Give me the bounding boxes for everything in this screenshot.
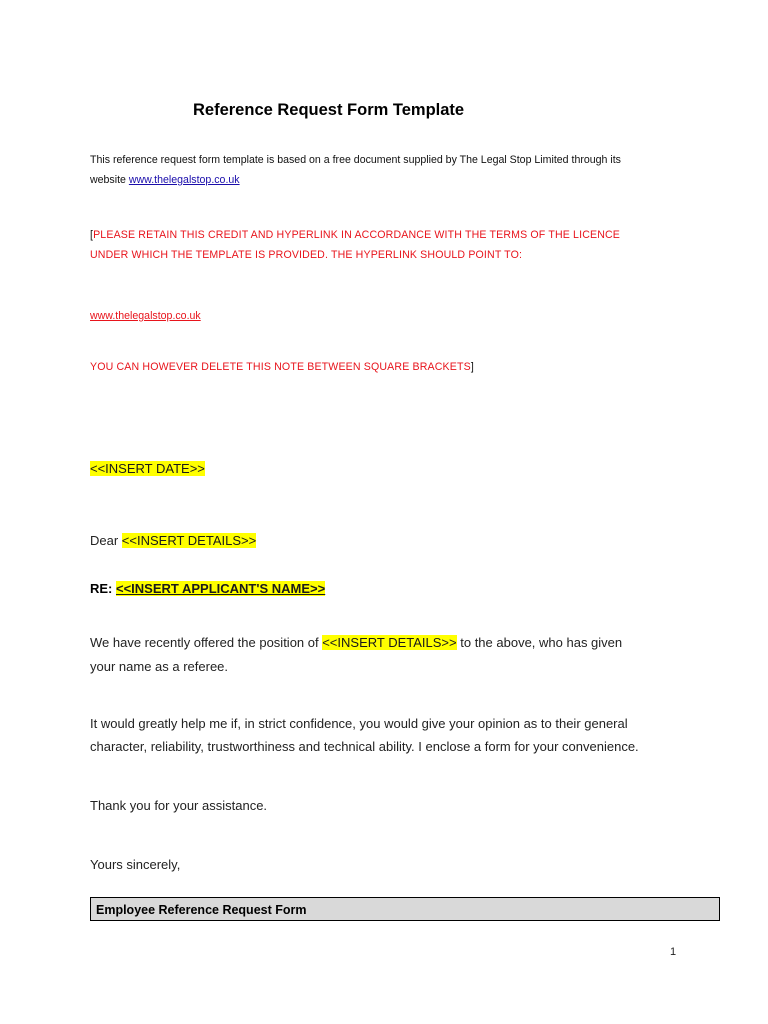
notice-bracket-close: ]: [470, 361, 474, 373]
notice-link-row: [90, 306, 201, 324]
salutation: [90, 533, 256, 548]
notice-website-link[interactable]: www.thelegalstop.co.uk: [90, 310, 201, 322]
paragraph-2-line-1: It would greatly help me if, in strict confidence, you would give your opinion as to their general: [90, 716, 628, 731]
page-number: 1: [670, 946, 677, 958]
notice-delete-line: [90, 361, 474, 373]
notice-line-2: UNDER WHICH THE TEMPLATE IS PROVIDED. THE HYPERLINK SHOULD POINT TO:: [90, 249, 523, 261]
salutation-dear: Dear: [90, 533, 122, 548]
intro-line-1: This reference request form template is based on a free document supplied by The Legal Stop Limited through its: [90, 154, 621, 166]
para1-placeholder: <<INSERT DETAILS>>: [322, 635, 457, 650]
closing-line: Yours sincerely,: [90, 857, 181, 872]
paragraph-1-line-1: [90, 635, 622, 650]
salutation-placeholder: <<INSERT DETAILS>>: [121, 533, 257, 548]
date-placeholder: <<INSERT DATE>>: [90, 461, 205, 476]
form-heading-box: [90, 897, 720, 921]
thanks-line: Thank you for your assistance.: [90, 798, 268, 813]
para1-end: to the above, who has given: [456, 635, 623, 650]
form-heading: Employee Reference Request Form: [96, 903, 307, 917]
intro-line-2: [90, 174, 240, 186]
paragraph-1-line-2: your name as a referee.: [90, 659, 229, 674]
notice-delete-text: YOU CAN HOWEVER DELETE THIS NOTE BETWEEN SQUARE BRACKETS: [90, 361, 471, 373]
intro-website-link[interactable]: www.thelegalstop.co.uk: [128, 174, 240, 186]
para1-start: We have recently offered the position of: [90, 635, 323, 650]
notice-line-1: [90, 229, 620, 241]
intro-website-label: website: [90, 174, 129, 186]
re-line: [90, 581, 325, 596]
paragraph-2-line-2: character, reliability, trustworthiness and technical ability. I enclose a form for your convenience.: [90, 739, 639, 754]
re-applicant-placeholder: <<INSERT APPLICANT'S NAME>>: [116, 581, 326, 596]
re-label: RE:: [90, 581, 116, 596]
date-line: [90, 461, 205, 476]
notice-bracket-open: [: [90, 229, 94, 241]
notice-text-1: PLEASE RETAIN THIS CREDIT AND HYPERLINK IN ACCORDANCE WITH THE TERMS OF THE LICENCE: [93, 229, 621, 241]
document-title: Reference Request Form Template: [193, 101, 465, 119]
